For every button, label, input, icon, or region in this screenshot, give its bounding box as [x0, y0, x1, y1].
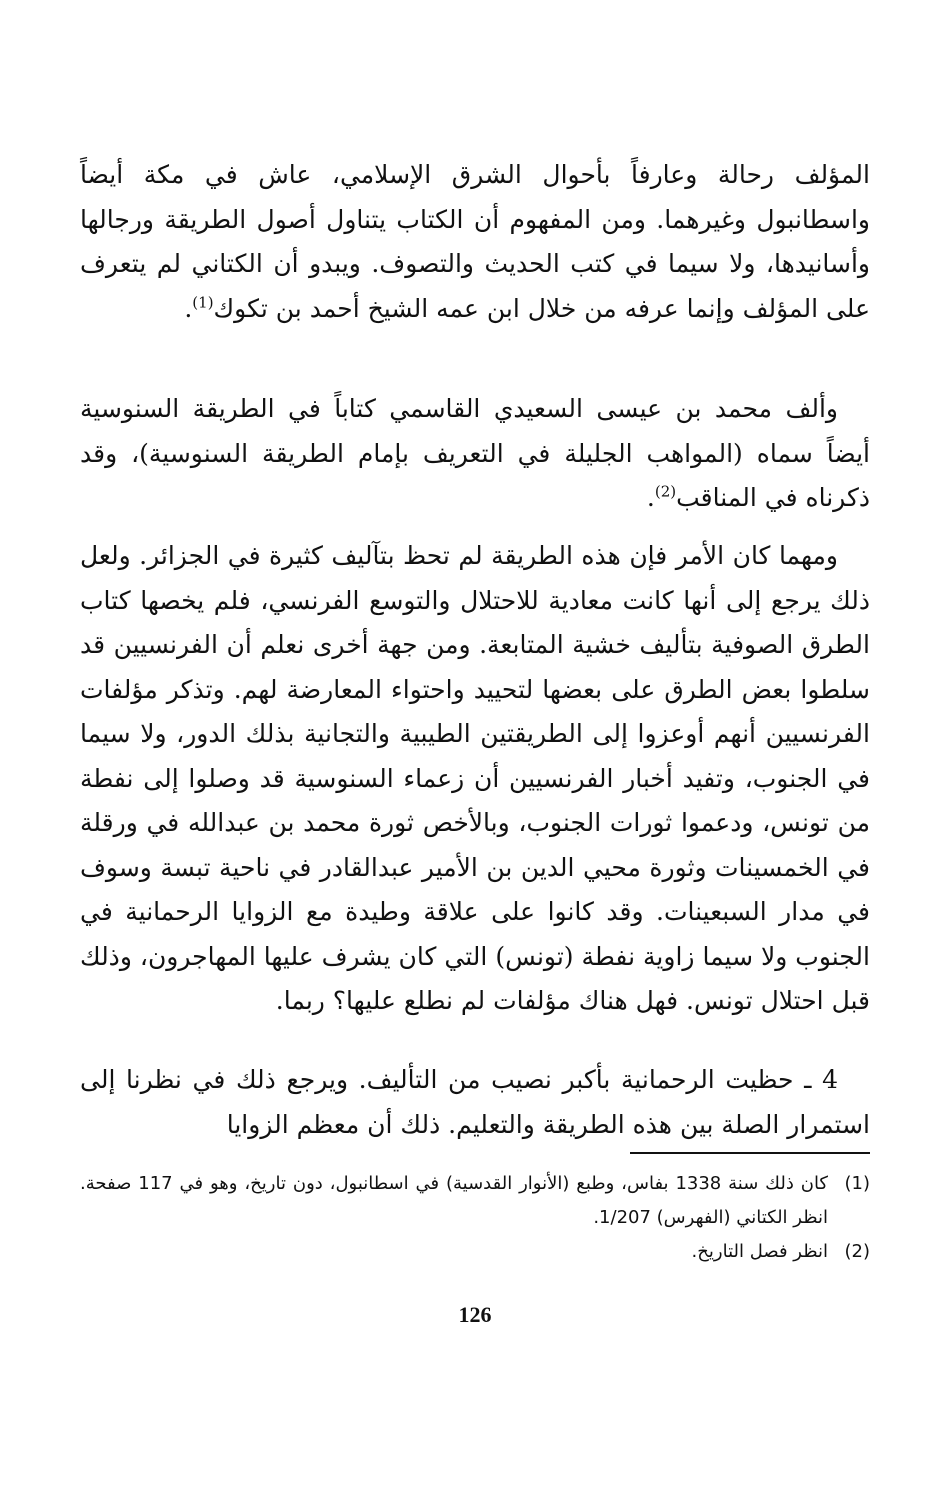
footnote-1-number: (1): [844, 1173, 870, 1194]
footnote-2-text: انظر فصل التاريخ.: [691, 1241, 828, 1262]
footnote-ref-2: (2): [654, 482, 677, 501]
paragraph-2-text: وألف محمد بن عيسى السعيدي القاسمي كتاباً في الطريقة السنوسية أيضاً سماه (المواهب الجليلة في التعريف بإمام الطريقة السنوسية)، وقد ذكرناه في المناقب: [80, 394, 870, 512]
footnotes: [80, 1167, 870, 1269]
footnote-ref-1: (1): [192, 293, 214, 312]
paragraph-2-end: .: [646, 483, 655, 512]
footnote-1-text: كان ذلك سنة 1338 بفاس، وطبع (الأنوار القدسية) في اسطانبول، دون تاريخ، وهو في 117 صفحة. انظر الكتاني (الفهرس) 1/207.: [80, 1173, 828, 1228]
paragraph-3: [80, 534, 870, 1024]
footnote-2: [80, 1235, 870, 1269]
paragraph-4: [80, 1058, 870, 1147]
paragraph-1-end: .: [184, 293, 193, 323]
paragraph-3-text: ومهما كان الأمر فإن هذه الطريقة لم تحظ بتآليف كثيرة في الجزائر. ولعل ذلك يرجع إلى أنها كانت معادية للاحتلال والتوسع الفرنسي، فلم يخصها كتاب الطرق الصوفية بتأليف خشية المتابعة. ومن جهة أخرى نعلم أن الفرنسيين قد سلطوا بعض الطرق على بعضها لتحييد واحتواء المعارضة لهم. وتذكر مؤلفات الفرنسيين أنهم أوعزوا إلى الطريقتين الطيبية والتجانية بذلك الدور، ولا سيما في الجنوب، وتفيد أخبار الفرنسيين أن زعماء السنوسية قد وصلوا إلى نفطة من تونس، ودعموا ثورات الجنوب، وبالأخص ثورة محمد بن عبدالله في ورقلة في الخمسينات وثورة محيي الدين بن الأمير عبدالقادر في ناحية تبسة وسوف في مدار السبعينات. وقد كانوا على علاقة وطيدة مع الزوايا الرحمانية في الجنوب ولا سيما زاوية نفطة (تونس) التي كان يشرف عليها المهاجرون، وذلك قبل احتلال تونس. فهل هناك مؤلفات لم نطلع عليها؟ ربما.: [80, 541, 870, 1015]
footnote-2-number: (2): [844, 1241, 870, 1262]
footnote-1: [80, 1167, 870, 1235]
paragraph-1: [80, 153, 870, 331]
page-number: 126: [458, 1302, 492, 1327]
footnote-separator: [630, 1152, 870, 1154]
paragraph-2: [80, 387, 870, 521]
paragraph-4-text: 4 ـ حظيت الرحمانية بأكبر نصيب من التأليف. ويرجع ذلك في نظرنا إلى استمرار الصلة بين هذه الطريقة والتعليم. ذلك أن معظم الزوايا: [80, 1065, 870, 1139]
paragraph-1-text: المؤلف رحالة وعارفاً بأحوال الشرق الإسلامي، عاش في مكة أيضاً واسطانبول وغيرهما. ومن المفهوم أن الكتاب يتناول أصول الطريقة ورجالها وأسانيدها، ولا سيما في كتب الحديث والتصوف. ويبدو أن الكتاني لم يتعرف على المؤلف وإنما عرفه من خلال ابن عمه الشيخ أحمد بن تكوك: [80, 160, 870, 323]
